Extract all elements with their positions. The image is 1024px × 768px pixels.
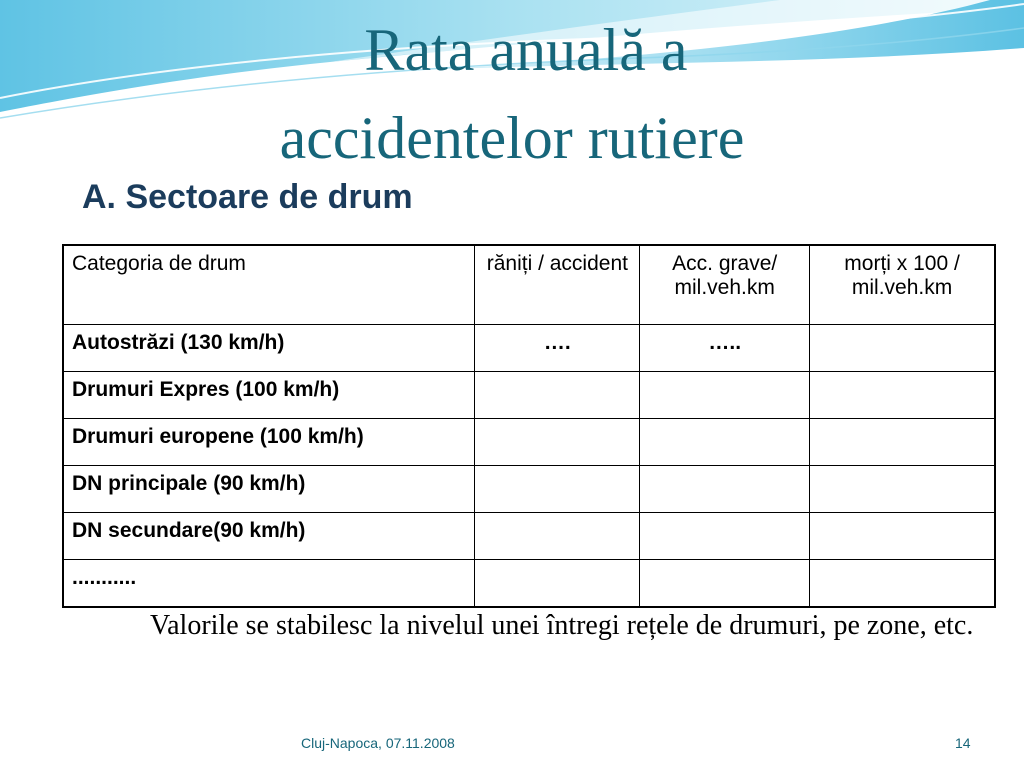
slide-subtitle: A. Sectoare de drum	[82, 178, 413, 216]
table-cell	[810, 372, 995, 419]
header-cell-category: Categoria de drum	[63, 245, 475, 325]
table-cell: ...........	[63, 560, 475, 608]
table-row	[63, 372, 995, 419]
table-cell	[475, 466, 640, 513]
table-cell	[810, 466, 995, 513]
footer-date: Cluj-Napoca, 07.11.2008	[301, 735, 455, 751]
road-category-table	[62, 244, 996, 608]
table-header-row	[63, 245, 995, 325]
table-cell	[640, 560, 810, 608]
table-cell: Autostrăzi (130 km/h)	[63, 325, 475, 372]
table-cell	[640, 513, 810, 560]
table-cell: Drumuri europene (100 km/h)	[63, 419, 475, 466]
table-cell: …..	[640, 325, 810, 372]
table-cell	[475, 372, 640, 419]
table-cell	[640, 372, 810, 419]
table-cell	[475, 560, 640, 608]
slide-title-line-1: Rata anuală a	[364, 17, 688, 83]
slide-number: 14	[955, 735, 971, 751]
table-cell: DN secundare(90 km/h)	[63, 513, 475, 560]
header-cell-serious-accidents: Acc. grave/ mil.veh.km	[640, 245, 810, 325]
table-cell	[640, 466, 810, 513]
table-row	[63, 325, 995, 372]
header-cell-deaths: morți x 100 / mil.veh.km	[810, 245, 995, 325]
table-row	[63, 513, 995, 560]
table-cell	[810, 560, 995, 608]
table-cell	[475, 513, 640, 560]
table-row	[63, 466, 995, 513]
table-cell	[810, 325, 995, 372]
slide-title-line-2: accidentelor rutiere	[279, 105, 745, 171]
table-cell	[810, 419, 995, 466]
table-row	[63, 419, 995, 466]
table-cell	[640, 419, 810, 466]
table-cell: DN principale (90 km/h)	[63, 466, 475, 513]
table-cell: ….	[475, 325, 640, 372]
table-cell: Drumuri Expres (100 km/h)	[63, 372, 475, 419]
table-cell	[810, 513, 995, 560]
table-cell	[475, 419, 640, 466]
header-cell-injured: răniți / accident	[475, 245, 640, 325]
body-paragraph: Valorile se stabilesc la nivelul unei întregi rețele de drumuri, pe zone, etc.	[150, 610, 974, 641]
table-row	[63, 560, 995, 608]
